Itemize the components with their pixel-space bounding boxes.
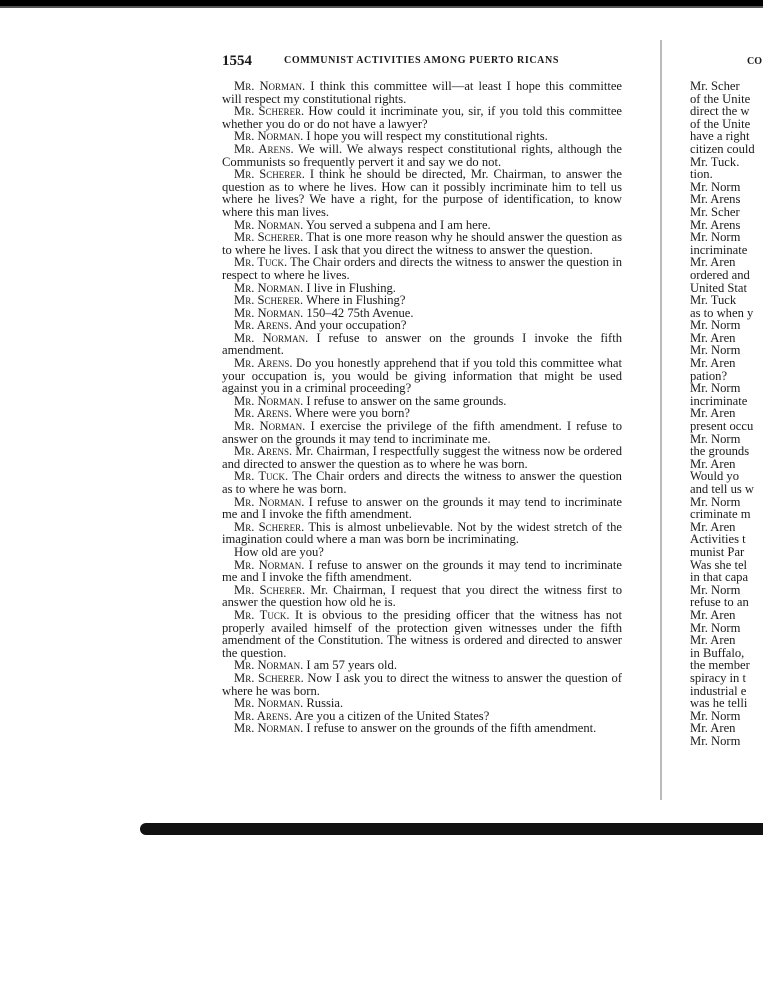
page-gutter	[660, 40, 662, 800]
speech-text: Mr. Chairman, I respectfully suggest the witness now be ordered and directed to answer the question as to where he was born.	[222, 444, 622, 471]
facing-page-line: Was she tel	[690, 557, 748, 572]
speaker-name: Mr. Norman.	[234, 330, 309, 345]
facing-page-line: criminate m	[690, 507, 751, 522]
facing-page-line: Mr. Norm	[690, 733, 741, 748]
facing-page-line: ordered and	[690, 267, 750, 282]
speech-text: I refuse to answer on the grounds of the fifth amendment.	[303, 721, 597, 736]
speaker-name: Mr. Norman.	[234, 419, 306, 434]
facing-page-column	[690, 80, 763, 747]
facing-page-line: in that capa	[690, 570, 749, 585]
facing-page-line: Mr. Tuck.	[690, 154, 740, 169]
facing-page-line: Mr. Aren	[690, 406, 736, 421]
speech-text: I think he should be directed, Mr. Chairman, to answer the question as to where he lives. How can it possibly incriminate him to tell us where he lives? We have a right, for the purpose of identification, to know where this man lives.	[222, 167, 622, 219]
speaker-name: Mr. Scherer.	[234, 293, 304, 308]
facing-page-line: Mr. Norm	[690, 179, 741, 194]
transcript-paragraph	[222, 559, 622, 584]
speaker-name: Mr. Norman.	[234, 721, 304, 736]
speech-text: This is almost unbelievable. Not by the widest stretch of the imagination could where a man was born be incriminating.	[222, 519, 623, 547]
facing-page-line: Would yo	[690, 469, 740, 484]
transcript-paragraph	[222, 168, 622, 218]
transcript-paragraph	[222, 143, 622, 168]
facing-page-line: Mr. Norm	[690, 582, 741, 597]
transcript-paragraph	[222, 420, 622, 445]
speaker-name: Mr. Scherer.	[234, 230, 304, 245]
speaker-name: Mr. Tuck.	[234, 469, 289, 484]
facing-page-line: Mr. Scher	[690, 80, 740, 93]
facing-page-line: have a right	[690, 129, 750, 144]
facing-page-line: Mr. Norm	[690, 318, 741, 333]
speech-text: I refuse to answer on the grounds I invoke the fifth amendment.	[222, 330, 622, 358]
speaker-name: Mr. Norman.	[234, 696, 304, 711]
facing-page-line: of the Unite	[690, 91, 751, 106]
speaker-name: Mr. Arens.	[234, 708, 293, 723]
facing-page-line: United Stat	[690, 280, 748, 295]
facing-page-line: Mr. Aren	[690, 456, 736, 471]
speaker-name: Mr. Norman.	[234, 280, 304, 295]
speech-text: It is obvious to the presiding officer that the witness has not properly availed himself of the protection given witnesses under the fifth amendment of the Constitution. The witness is ordered and directed to answer the question.	[222, 607, 622, 660]
transcript-paragraph	[222, 105, 622, 130]
speaker-name: Mr. Norman.	[234, 557, 305, 572]
speech-text: That is one more reason why he should answer the question as to where he lives. I ask that you direct the witness to answer the question.	[222, 230, 623, 257]
speech-text: Where in Flushing?	[303, 293, 406, 308]
speaker-name: Mr. Arens.	[234, 141, 294, 156]
speaker-name: Mr. Scherer.	[234, 104, 305, 119]
speech-text: The Chair orders and directs the witness to answer the question as to where he was born.	[222, 469, 622, 496]
speaker-name: Mr. Arens.	[234, 444, 293, 459]
facing-page-line: direct the w	[690, 104, 750, 119]
speech-text: I think this committee will—at least I hope this committee will respect my constitutional rights.	[222, 79, 622, 106]
speech-text: I exercise the privilege of the fifth amendment. I refuse to answer on the grounds it may tend to incriminate me.	[222, 419, 623, 446]
transcript-paragraph	[222, 672, 622, 697]
speaker-name: Mr. Tuck.	[234, 607, 290, 622]
transcript-paragraph	[222, 357, 622, 395]
transcript-paragraph	[222, 445, 622, 470]
facing-page-line: Mr. Aren	[690, 633, 736, 648]
facing-page-line: Mr. Norm	[690, 620, 741, 635]
speaker-name: Mr. Arens.	[234, 406, 293, 421]
transcript-paragraph	[222, 256, 622, 281]
speaker-name: Mr. Scherer.	[234, 582, 306, 597]
speaker-name: Mr. Arens.	[234, 318, 293, 333]
facing-page-line: the member	[690, 658, 750, 673]
facing-page-line: and tell us w	[690, 482, 755, 496]
facing-page-line: of the Unite	[690, 116, 751, 131]
speaker-name: Mr. Norman.	[234, 658, 304, 673]
facing-page-line: Mr. Aren	[690, 356, 736, 371]
facing-page-line: Mr. Aren	[690, 519, 736, 534]
speech-text: I live in Flushing.	[303, 280, 396, 295]
facing-page-line: Mr. Aren	[690, 721, 736, 736]
speech-text: You served a subpena and I am here.	[303, 217, 491, 232]
facing-page-line: munist Par	[690, 544, 745, 559]
facing-page-line: Mr. Scher	[690, 204, 740, 219]
speech-text: Mr. Chairman, I request that you direct the witness first to answer the question how old he is.	[222, 582, 623, 610]
transcript-column	[222, 80, 622, 735]
speaker-name: Mr. Norman.	[234, 494, 305, 509]
speech-text: Where were you born?	[292, 406, 411, 421]
speech-text: The Chair orders and directs the witness to answer the question in respect to where he lives.	[222, 255, 622, 282]
facing-page-line: Mr. Norm	[690, 230, 741, 245]
facing-page-line: as to when y	[690, 305, 754, 320]
speech-text: I hope you will respect my constitutional rights.	[303, 129, 548, 144]
facing-page-line: refuse to an	[690, 595, 749, 610]
transcript-paragraph	[222, 80, 622, 105]
transcript-paragraph	[222, 332, 622, 357]
speaker-name: Mr. Norman.	[234, 305, 304, 320]
speech-text: I refuse to answer on the same grounds.	[303, 393, 507, 408]
facing-page-line: was he telli	[690, 696, 748, 711]
transcript-paragraph	[222, 609, 622, 659]
facing-page-line: Mr. Norm	[690, 343, 741, 358]
transcript-paragraph	[222, 521, 622, 546]
transcript-paragraph	[222, 496, 622, 521]
facing-page-line: the grounds	[690, 444, 750, 459]
speech-text: Russia.	[303, 696, 344, 711]
speaker-name: Mr. Scherer.	[234, 670, 304, 685]
scan-bottom-edge	[140, 823, 763, 835]
facing-page-line: Activities t	[690, 532, 746, 547]
speaker-name: Mr. Norman.	[234, 217, 304, 232]
facing-page-line: industrial e	[690, 683, 747, 698]
facing-page-line: Mr. Arens	[690, 217, 741, 232]
transcript-paragraph	[222, 470, 622, 495]
speech-text: I am 57 years old.	[303, 658, 397, 673]
speaker-name: Mr. Arens.	[234, 356, 293, 371]
speaker-name: Mr. Scherer.	[234, 519, 305, 534]
page-number: 1554	[222, 53, 252, 69]
speech-text: How old are you?	[234, 544, 324, 559]
facing-page-line: Mr. Aren	[690, 330, 736, 345]
facing-page-line: Mr. Norm	[690, 494, 741, 509]
facing-page-line: Mr. Tuck	[690, 293, 737, 308]
speech-text: We will. We always respect constitutional rights, although the Communists so frequently pervert it and say we do not.	[222, 141, 622, 169]
speech-text: How could it incriminate you, sir, if you told this committee whether you do or do not have a lawyer?	[222, 104, 622, 131]
facing-page-header: CO	[747, 56, 762, 67]
speech-text: 150–42 75th Avenue.	[303, 305, 414, 320]
transcript-paragraph	[222, 231, 622, 256]
facing-page-line: in Buffalo,	[690, 645, 745, 660]
transcript-paragraph	[222, 584, 622, 609]
running-title: COMMUNIST ACTIVITIES AMONG PUERTO RICANS	[284, 55, 559, 66]
speech-text: And your occupation?	[292, 318, 407, 333]
facing-page-line: tion.	[690, 167, 713, 182]
speech-text: Do you honestly apprehend that if you told this committee what your occupation is, you would be giving information that might be used against you in a criminal proceeding?	[222, 356, 622, 396]
facing-page-line: incriminate	[690, 393, 748, 408]
speaker-name: Mr. Tuck.	[234, 255, 288, 270]
facing-page-line: present occu	[690, 419, 754, 434]
speech-text: I refuse to answer on the grounds it may tend to incriminate me and I invoke the fifth amendment.	[222, 557, 622, 585]
facing-page-line: pation?	[690, 368, 728, 383]
facing-page-line: Mr. Norm	[690, 381, 741, 396]
speech-text: Now I ask you to direct the witness to answer the question of where he was born.	[222, 670, 622, 698]
facing-page-line: spiracy in t	[690, 670, 746, 685]
speaker-name: Mr. Norman.	[234, 129, 304, 144]
facing-page-line: citizen could	[690, 141, 755, 156]
facing-page-line: Mr. Norm	[690, 431, 741, 446]
speaker-name: Mr. Norman.	[234, 393, 304, 408]
transcript-paragraph	[222, 722, 622, 735]
facing-page-line: Mr. Arens	[690, 192, 741, 207]
facing-page-line: incriminate	[690, 242, 748, 257]
speaker-name: Mr. Scherer.	[234, 167, 305, 182]
speech-text: I refuse to answer on the grounds it may tend to incriminate me and I invoke the fifth amendment.	[222, 494, 622, 522]
scan-top-edge-shadow	[0, 6, 763, 8]
page-header	[222, 52, 642, 70]
facing-page-line: Mr. Norm	[690, 708, 741, 723]
speaker-name: Mr. Norman.	[234, 79, 306, 93]
facing-page-line: Mr. Aren	[690, 255, 736, 270]
speech-text: Are you a citizen of the United States?	[292, 708, 490, 723]
facing-page-line: Mr. Aren	[690, 607, 736, 622]
